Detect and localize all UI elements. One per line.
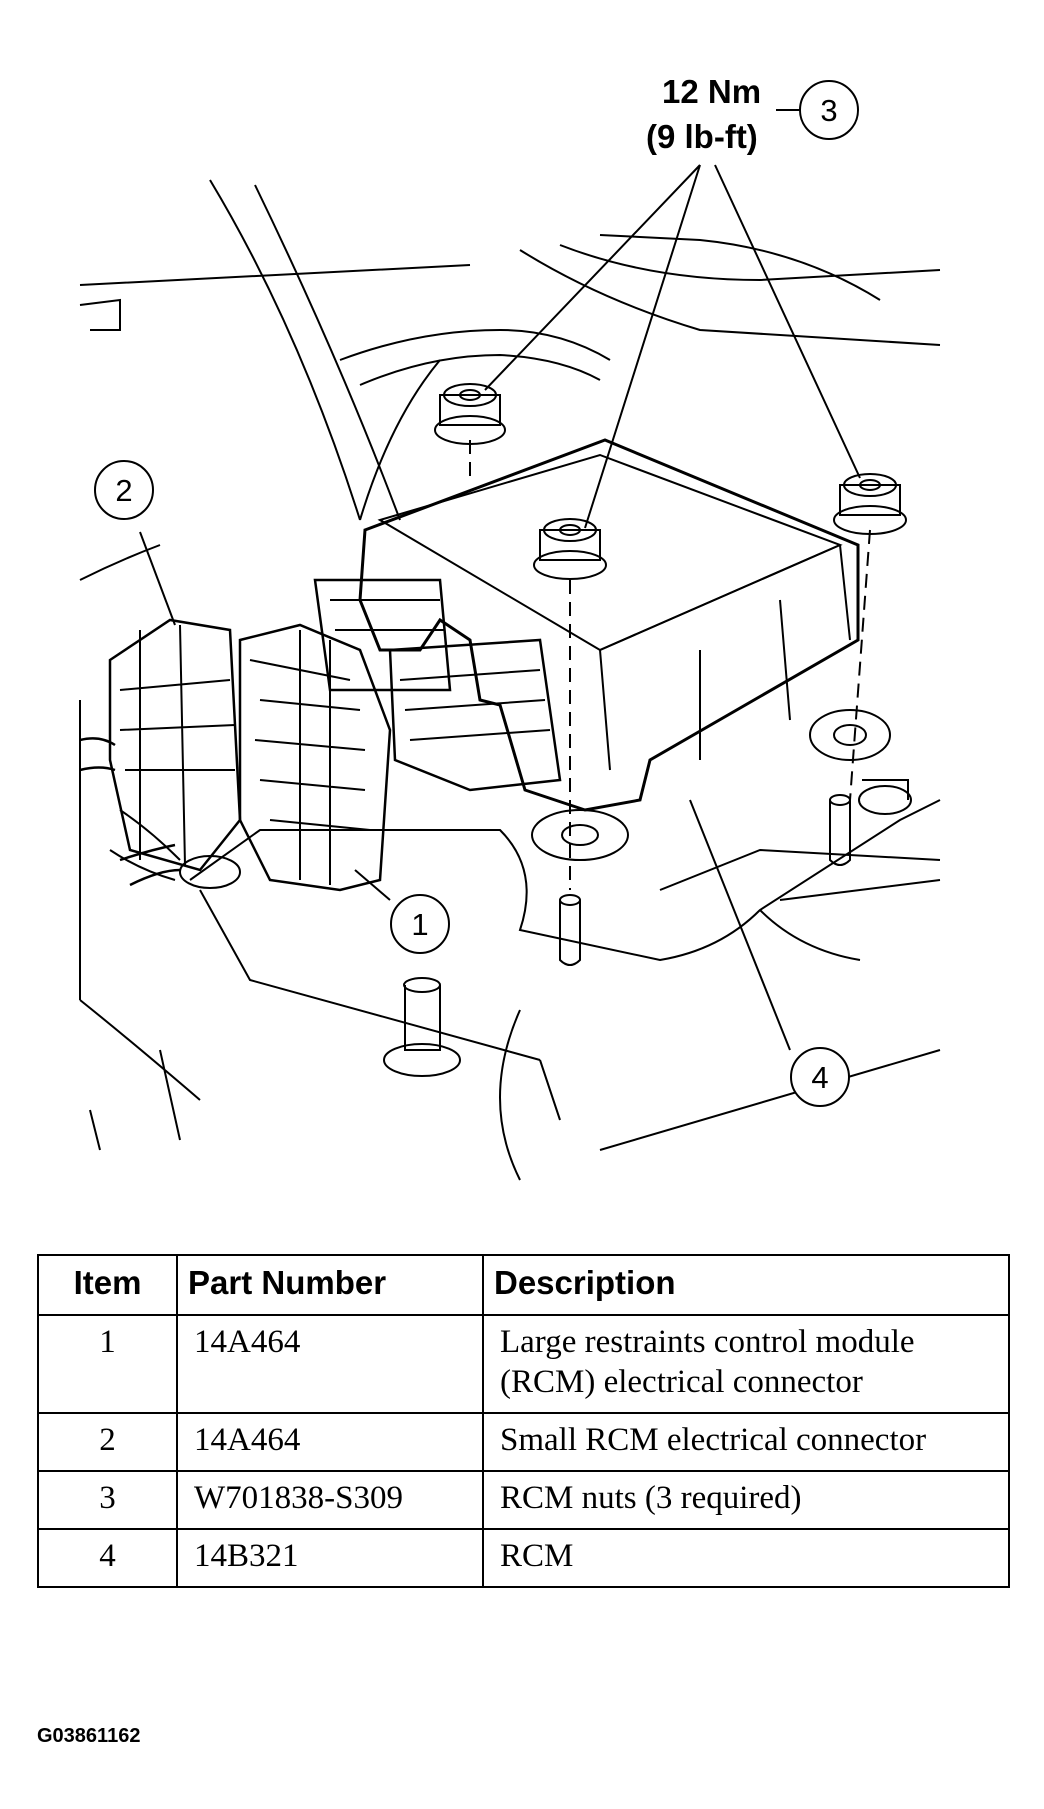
row-description: RCM nuts (3 required) (483, 1471, 1009, 1529)
rcm-nut-center[interactable] (534, 519, 606, 579)
large-rcm-connector[interactable] (240, 625, 390, 890)
rear-mounting-ear (810, 710, 890, 760)
callout-4 (791, 1048, 849, 1106)
row-part-number: 14A464 (177, 1413, 483, 1471)
callout-4-leader (690, 800, 790, 1050)
svg-text:1: 1 (411, 907, 429, 942)
front-mounting-ear (532, 810, 628, 860)
table-row (38, 1471, 1009, 1529)
large-connector-detail (250, 630, 370, 885)
header-item: Item (38, 1255, 177, 1315)
callout-1 (391, 895, 449, 953)
row-item: 4 (38, 1529, 177, 1587)
header-description: Description (483, 1255, 1009, 1315)
callout-3 (800, 81, 858, 139)
callout-2 (95, 461, 153, 519)
table-row (38, 1315, 1009, 1413)
small-connector-detail (120, 625, 235, 865)
torque-nm-label: 12 Nm (662, 73, 762, 110)
torque-lbft-label: (9 lb-ft) (646, 118, 758, 155)
rcm-nut-right[interactable] (834, 474, 906, 534)
rear-mounting-hole (834, 725, 866, 745)
row-part-number: 14B321 (177, 1529, 483, 1587)
background-harness (110, 330, 610, 880)
row-description: RCM (483, 1529, 1009, 1587)
stud-alignment-lines (470, 440, 870, 890)
table-header-row (38, 1255, 1009, 1315)
rcm-nut-left[interactable] (435, 384, 505, 444)
row-description: Small RCM electrical connector (483, 1413, 1009, 1471)
rcm-module-top-face (380, 455, 840, 650)
svg-text:2: 2 (115, 473, 133, 508)
row-part-number: W701838-S309 (177, 1471, 483, 1529)
header-part-number: Part Number (177, 1255, 483, 1315)
figure-id: G03861162 (37, 1725, 141, 1747)
svg-text:3: 3 (820, 93, 838, 128)
stud-front (560, 895, 580, 965)
stud-right-bolt (859, 780, 911, 814)
rcm-module-side-edge (600, 545, 850, 770)
row-part-number: 14A464 (177, 1315, 483, 1413)
front-mounting-hole (562, 825, 598, 845)
row-description: Large restraints control module (RCM) electrical connector (483, 1315, 1009, 1413)
grommet (180, 856, 240, 888)
table-row (38, 1413, 1009, 1471)
small-rcm-connector[interactable] (110, 620, 240, 870)
row-item: 3 (38, 1471, 177, 1529)
table-row (38, 1529, 1009, 1587)
torque-leader-lines (485, 165, 860, 528)
parts-table (37, 1254, 1010, 1588)
row-item: 1 (38, 1315, 177, 1413)
svg-text:4: 4 (811, 1060, 829, 1095)
row-item: 2 (38, 1413, 177, 1471)
